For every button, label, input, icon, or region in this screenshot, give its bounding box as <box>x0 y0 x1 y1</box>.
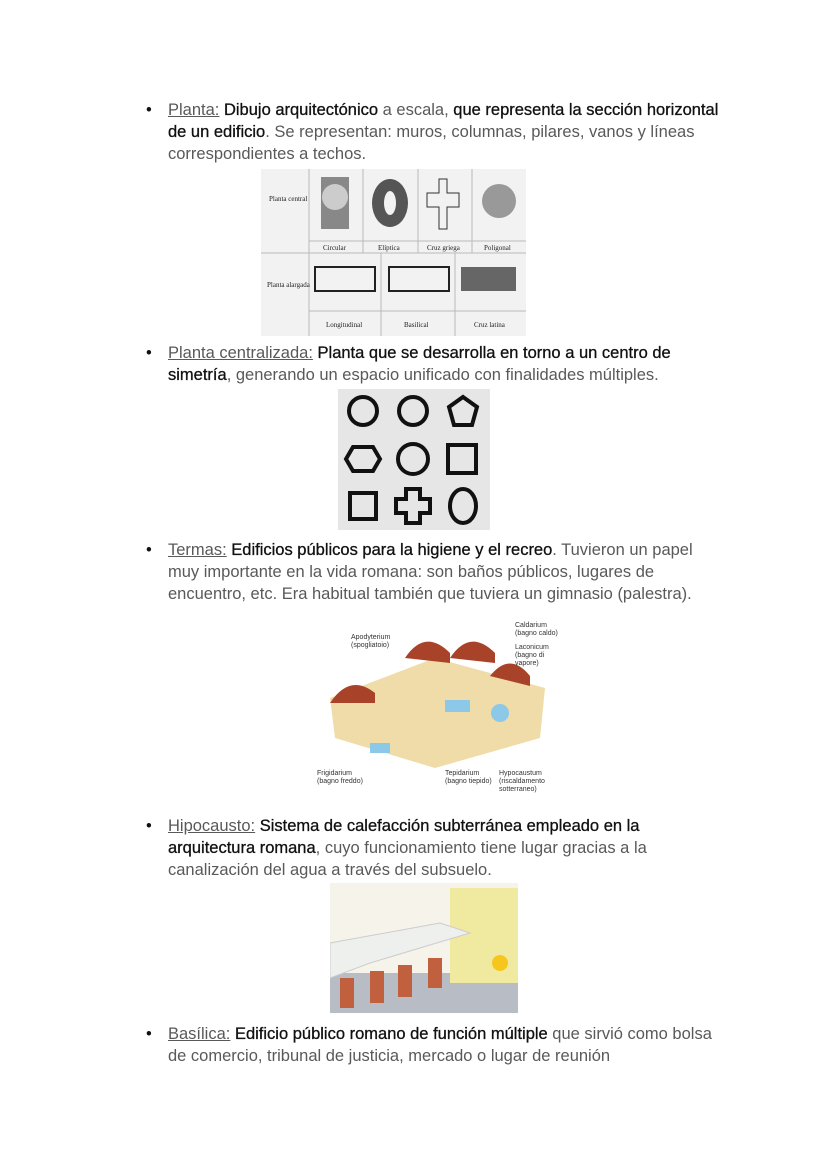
label-hypocaustum: Hypocaustum (riscaldamento sotterraneo) <box>499 770 545 793</box>
text: . Se representan: muros, columnas, pilares, vanos y líneas correspondientes a techos. <box>168 123 695 163</box>
list-item-termas <box>146 539 728 605</box>
bold-text: Dibujo arquitectónico <box>223 101 379 119</box>
list-item-planta-centralizada <box>146 342 728 386</box>
cell-label: Elíptica <box>378 244 400 252</box>
bold-text: Sistema de calefacción subterránea empleado en la arquitectura romana <box>168 817 640 857</box>
list-item-planta <box>146 99 728 165</box>
label-frigidarium: Frigidarium (bagno freddo) <box>317 770 363 785</box>
row-label: Planta central <box>269 195 308 203</box>
row-label: Planta alargada <box>267 281 310 289</box>
bullet-icon: • <box>146 817 152 835</box>
bullet-icon: • <box>146 1025 152 1043</box>
label-laconicum: Laconicum (bagno di vapore) <box>515 644 549 667</box>
term: Termas: <box>168 541 227 559</box>
text: . Tuvieron un papel muy importante en la vida romana: son baños públicos, lugares de encuentro, etc. Era habitual también que tuviera un gimnasio (palestra). <box>168 541 693 603</box>
term: Planta centralizada: <box>168 344 313 362</box>
bullet-icon: • <box>146 101 152 119</box>
text: , generando un espacio unificado con finalidades múltiples. <box>226 366 659 384</box>
term: Hipocausto: <box>168 817 256 835</box>
hipocausto-illustration <box>330 883 518 1013</box>
cell-label: Poligonal <box>484 244 511 252</box>
term: Basílica: <box>168 1025 231 1043</box>
label-caldarium: Caldarium (bagno caldo) <box>515 622 558 637</box>
bullet-icon: • <box>146 541 152 559</box>
bold-text: Edificio público romano de función múltiple <box>234 1025 548 1043</box>
term: Planta: <box>168 101 220 119</box>
termas-illustration <box>315 618 557 796</box>
centralized-plans-image <box>338 389 490 530</box>
bold-text: que representa la sección horizontal de un edificio <box>168 101 719 141</box>
label-apodyterium: Apodyterium (spogliatoio) <box>351 634 391 649</box>
bold-text: Edificios públicos para la higiene y el recreo <box>231 541 553 559</box>
bullet-icon: • <box>146 344 152 362</box>
cell-label: Cruz griega <box>427 244 460 252</box>
cell-label: Basilical <box>404 321 429 329</box>
list-item-basilica <box>146 1023 728 1067</box>
label-tepidarium: Tepidarium (bagno tiepido) <box>445 770 492 785</box>
planta-types-image <box>261 169 526 336</box>
bold-text: Planta que se desarrolla en torno a un centro de simetría <box>168 344 671 384</box>
cell-label: Longitudinal <box>326 321 363 329</box>
cell-label: Cruz latina <box>474 321 505 329</box>
list-item-hipocausto <box>146 815 728 881</box>
text: que sirvió como bolsa de comercio, tribunal de justicia, mercado o lugar de reunión <box>168 1025 712 1065</box>
text: , cuyo funcionamiento tiene lugar gracias a la canalización del agua a través del subsuelo. <box>168 839 647 879</box>
cell-label: Circular <box>323 244 346 252</box>
text: a escala, <box>378 101 454 119</box>
